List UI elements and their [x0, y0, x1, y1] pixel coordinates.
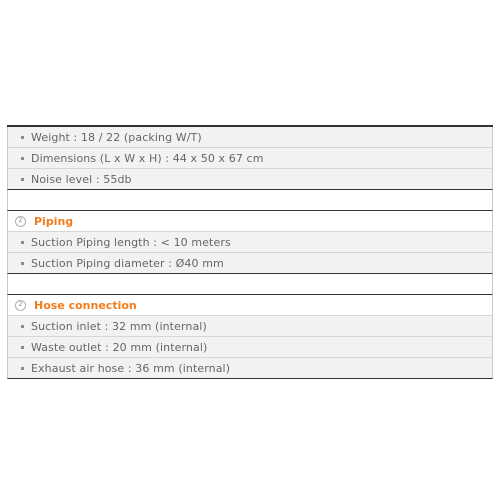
bullet-icon [21, 367, 24, 370]
spec-text: Suction Piping length : < 10 meters [31, 235, 231, 249]
spec-row-suction-piping-length [7, 232, 493, 253]
spec-row-suction-piping-diameter [7, 253, 493, 274]
spec-text: Suction inlet : 32 mm (internal) [31, 319, 207, 333]
spec-table [7, 125, 493, 379]
bullet-icon [21, 136, 24, 139]
section-title: Hose connection [34, 298, 137, 312]
spec-row-dimensions [7, 148, 493, 169]
spec-text: Weight : 18 / 22 (packing W/T) [31, 130, 202, 144]
spec-text: Waste outlet : 20 mm (internal) [31, 340, 208, 354]
spec-text: Noise level : 55db [31, 172, 132, 186]
spacer-row [7, 274, 493, 295]
circled-number-icon: 2 [15, 216, 26, 227]
spec-row-suction-inlet [7, 316, 493, 337]
bullet-icon [21, 241, 24, 244]
spec-row-noise-level [7, 169, 493, 190]
spec-row-weight [7, 127, 493, 148]
spec-row-waste-outlet [7, 337, 493, 358]
spacer-row [7, 190, 493, 211]
section-header-piping [7, 211, 493, 232]
bullet-icon [21, 157, 24, 160]
section-title: Piping [34, 214, 74, 228]
bullet-icon [21, 178, 24, 181]
spec-row-exhaust-air-hose [7, 358, 493, 379]
bullet-icon [21, 346, 24, 349]
circled-number-icon: 2 [15, 300, 26, 311]
spec-text: Suction Piping diameter : Ø40 mm [31, 256, 224, 270]
spec-text: Dimensions (L x W x H) : 44 x 50 x 67 cm [31, 151, 264, 165]
section-header-hose-connection [7, 295, 493, 316]
spec-text: Exhaust air hose : 36 mm (internal) [31, 361, 231, 375]
bullet-icon [21, 325, 24, 328]
bullet-icon [21, 262, 24, 265]
